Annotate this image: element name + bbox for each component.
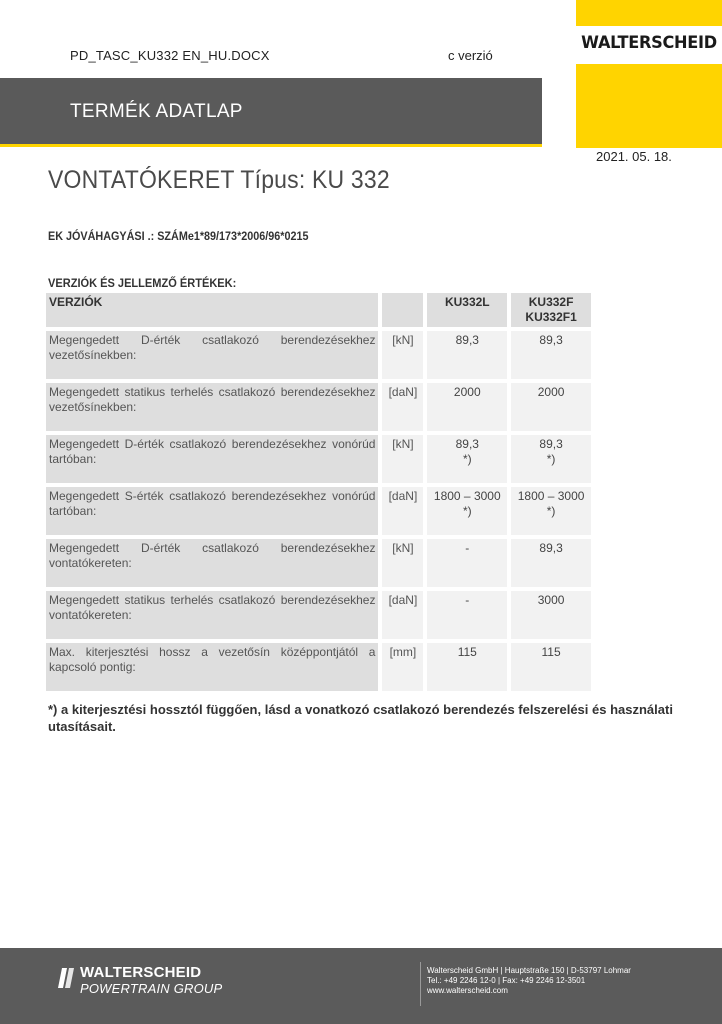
row-unit: [kN] [382,539,423,587]
row-value-ku332l: - [427,539,507,587]
table-row [46,435,591,483]
header-ku332l: KU332L [427,293,507,327]
table-header-row [46,293,591,327]
row-unit: [kN] [382,435,423,483]
row-unit: [mm] [382,643,423,691]
row-value-ku332f: 115 [511,643,591,691]
walterscheid-mark-icon [58,966,78,990]
section-label: VERZIÓK ÉS JELLEMZŐ ÉRTÉKEK: [48,276,237,290]
title-band-accent [0,144,542,147]
row-value-ku332l: 115 [427,643,507,691]
row-value-ku332f: 89,3 [511,331,591,379]
brand-color-block [576,0,722,148]
row-description: Megengedett D-érték csatlakozó berendezésekhez vontatókereten: [46,539,378,587]
footer-website: www.walterscheid.com [427,986,508,995]
row-value-ku332l: 2000 [427,383,507,431]
row-value-ku332l: - [427,591,507,639]
row-description: Megengedett D-érték csatlakozó berendezésekhez vonórúd tartóban: [46,435,378,483]
row-unit: [daN] [382,591,423,639]
row-value-ku332l: 1800 – 3000 *) [427,487,507,535]
document-filename: PD_TASC_KU332 EN_HU.DOCX [70,48,270,63]
row-description: Megengedett statikus terhelés csatlakozó berendezésekhez vezetősínekben: [46,383,378,431]
footer-group: POWERTRAIN GROUP [80,981,223,996]
table-row [46,591,591,639]
row-value-ku332f: 89,3 [511,539,591,587]
row-description: Max. kiterjesztési hossz a vezetősín középpontjától a kapcsoló pontig: [46,643,378,691]
document-date: 2021. 05. 18. [596,149,672,164]
row-unit: [kN] [382,331,423,379]
approval-number: EK JÓVÁHAGYÁSI .: SZÁMe1*89/173*2006/96*0215 [48,229,309,243]
page-title: VONTATÓKERET Típus: KU 332 [48,166,390,194]
specs-table [42,289,595,695]
row-description: Megengedett S-érték csatlakozó berendezésekhez vonórúd tartóban: [46,487,378,535]
footer-address: Walterscheid GmbH | Hauptstraße 150 | D-53797 Lohmar [427,966,631,975]
row-unit: [daN] [382,383,423,431]
footer-brand: WALTERSCHEID [80,964,202,981]
footer-divider [420,962,421,1006]
row-value-ku332f: 89,3 *) [511,435,591,483]
table-row [46,643,591,691]
row-value-ku332f: 2000 [511,383,591,431]
row-description: Megengedett statikus terhelés csatlakozó berendezésekhez vontatókereten: [46,591,378,639]
footer-phone: Tel.: +49 2246 12-0 | Fax: +49 2246 12-3501 [427,976,586,985]
row-value-ku332l: 89,3 *) [427,435,507,483]
table-row [46,331,591,379]
header-unit [382,293,423,327]
version-label: c verzió [448,48,493,63]
table-row [46,539,591,587]
row-description: Megengedett D-érték csatlakozó berendezésekhez vezetősínekben: [46,331,378,379]
band-title: TERMÉK ADATLAP [70,101,243,122]
row-unit: [daN] [382,487,423,535]
table-row [46,383,591,431]
footer-contact [427,966,631,996]
header-ku332f: KU332F KU332F1 [511,293,591,327]
row-value-ku332f: 3000 [511,591,591,639]
footnote: *) a kiterjesztési hossztól függően, lásd a vonatkozó csatlakozó berendezés felszerelési és használati utasításait. [48,702,673,734]
walterscheid-logo: WALTERSCHEID [581,33,717,53]
header-versions: VERZIÓK [46,293,378,327]
row-value-ku332l: 89,3 [427,331,507,379]
row-value-ku332f: 1800 – 3000 *) [511,487,591,535]
table-row [46,487,591,535]
